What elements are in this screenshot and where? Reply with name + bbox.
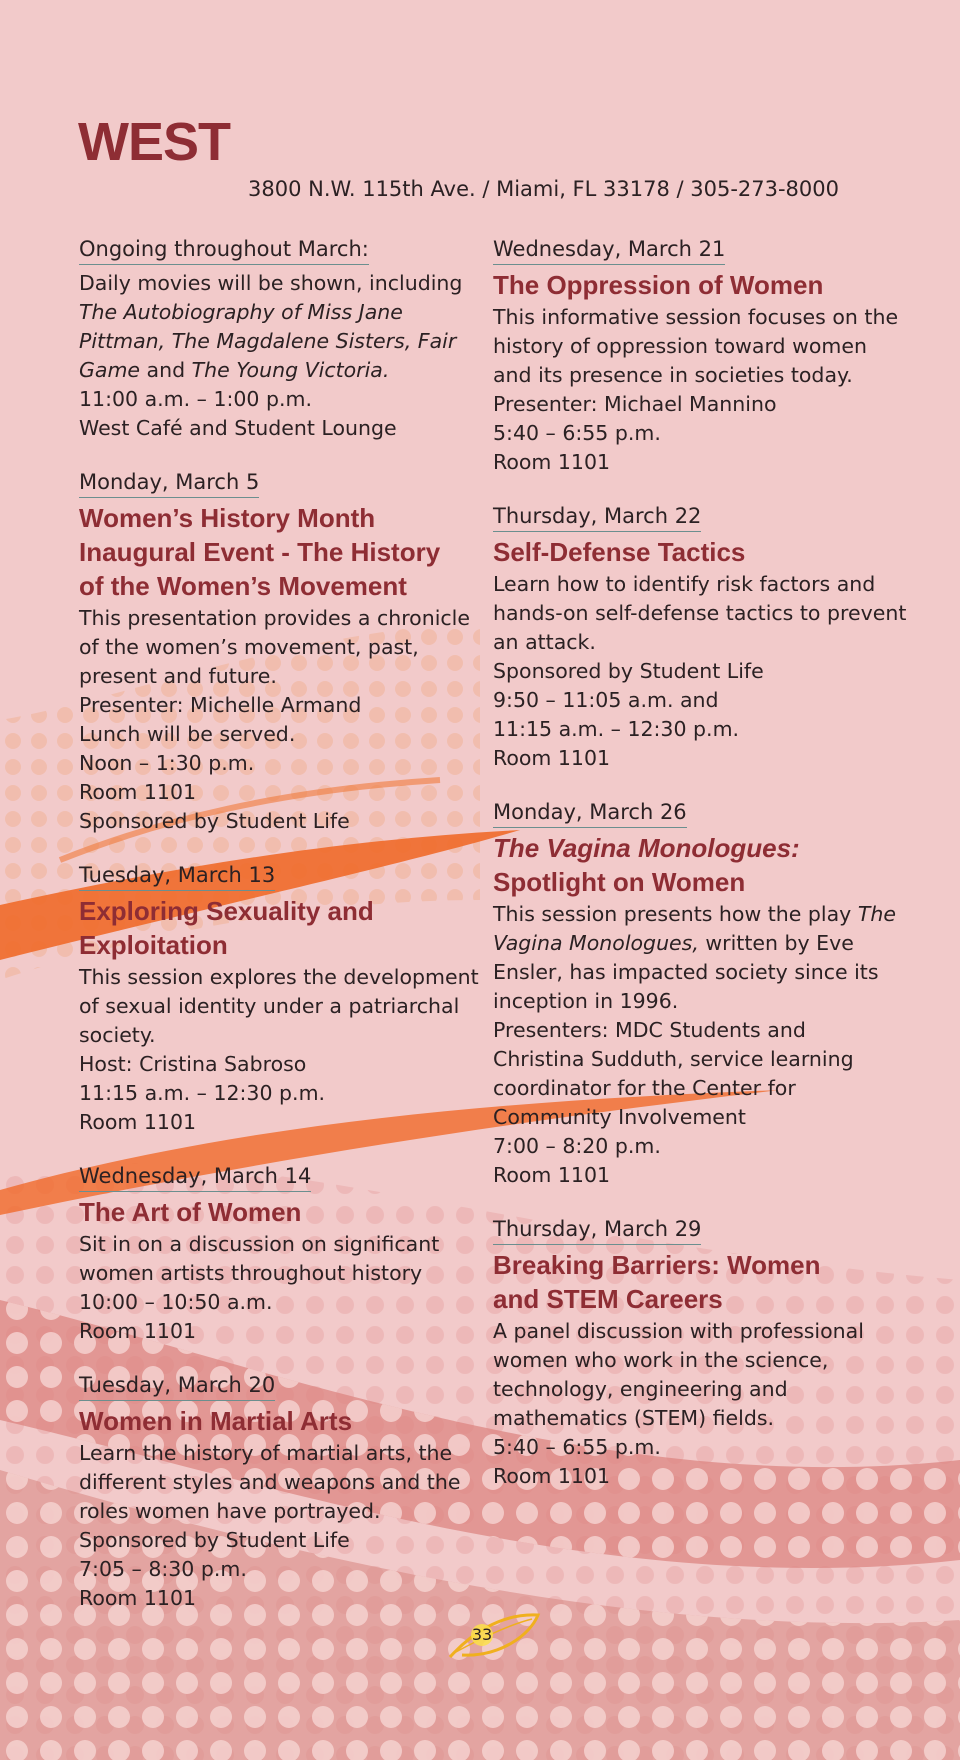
event-line: Presenter: Michelle Armand [79, 693, 362, 717]
film-title: Pittman, The Magdalene Sisters, Fair [79, 329, 457, 353]
event-title: Women in Martial Arts [79, 1406, 353, 1436]
event-line: inception in 1996. [493, 989, 679, 1013]
conjunction: and [140, 358, 192, 382]
event-line: present and future. [79, 664, 277, 688]
event-line: Learn the history of martial arts, the [79, 1441, 453, 1465]
event-line: Ensler, has impacted society since its [493, 960, 879, 984]
left-column [79, 236, 479, 1639]
event-line: Learn how to identify risk factors and [493, 572, 876, 596]
event-line: and its presence in societies today. [493, 363, 853, 387]
right-column [493, 236, 923, 1517]
event-date: Ongoing throughout March: [79, 236, 369, 265]
event-line [79, 356, 469, 385]
event-line: of sexual identity under a patriarchal [79, 994, 460, 1018]
event-line: different styles and weapons and the [79, 1470, 461, 1494]
event-line: roles women have portrayed. [79, 1499, 381, 1523]
event-time: 11:00 a.m. – 1:00 p.m. [79, 387, 313, 411]
event-line: 5:40 – 6:55 p.m. [493, 1435, 661, 1459]
film-title: The Autobiography of Miss Jane [79, 300, 403, 324]
event-line: Room 1101 [79, 1110, 197, 1134]
event-line: Room 1101 [493, 1163, 611, 1187]
event-title: The Art of Women [79, 1197, 302, 1227]
event-march-22 [493, 503, 923, 773]
film-title: The Young Victoria. [191, 358, 390, 382]
event-title: of the Women’s Movement [79, 571, 407, 601]
event-line: technology, engineering and [493, 1377, 788, 1401]
event-line: Daily movies will be shown, including [79, 271, 463, 295]
event-line: women artists throughout history [79, 1261, 423, 1285]
event-march-13 [79, 862, 479, 1137]
event-line: Presenters: MDC Students and [493, 1018, 806, 1042]
event-title: Inaugural Event - The History [79, 537, 441, 567]
event-line: 7:00 – 8:20 p.m. [493, 1134, 661, 1158]
event-line: Room 1101 [493, 746, 611, 770]
event-line: A panel discussion with professional [493, 1319, 864, 1343]
event-line [79, 327, 469, 356]
event-line: Room 1101 [79, 1586, 197, 1610]
event-line: 9:50 – 11:05 a.m. and [493, 688, 719, 712]
event-line: an attack. [493, 630, 596, 654]
event-line: Host: Cristina Sabroso [79, 1052, 307, 1076]
event-date: Monday, March 26 [493, 799, 687, 828]
event-line: Community Involvement [493, 1105, 746, 1129]
event-title: The Oppression of Women [493, 270, 824, 300]
play-title: Vagina Monologues, [493, 931, 699, 955]
event-line: Sponsored by Student Life [79, 809, 350, 833]
event-line: This presentation provides a chronicle [79, 606, 470, 630]
event-title: Exploring Sexuality and [79, 896, 374, 926]
event-line: hands-on self-defense tactics to prevent [493, 601, 907, 625]
event-text: This session presents how the play [493, 902, 858, 926]
event-march-26 [493, 799, 923, 1190]
event-line: Room 1101 [79, 1319, 197, 1343]
page-number: 33 [471, 1625, 493, 1644]
event-line: 7:05 – 8:30 p.m. [79, 1557, 247, 1581]
campus-address: 3800 N.W. 115th Ave. / Miami, FL 33178 / 305-273-8000 [248, 177, 840, 201]
event-line: of the women’s movement, past, [79, 635, 419, 659]
event-line: Sponsored by Student Life [79, 1528, 350, 1552]
event-title: Exploitation [79, 930, 228, 960]
event-ongoing [79, 236, 469, 443]
event-line: Noon – 1:30 p.m. [79, 751, 255, 775]
event-text: written by Eve [698, 931, 854, 955]
event-line: Sit in on a discussion on significant [79, 1232, 440, 1256]
event-line: Christina Sudduth, service learning [493, 1047, 854, 1071]
event-date: Monday, March 5 [79, 469, 259, 498]
event-line: Room 1101 [493, 450, 611, 474]
film-title: Game [79, 358, 141, 382]
event-title: Spotlight on Women [493, 867, 746, 897]
event-date: Wednesday, March 21 [493, 236, 725, 265]
event-line: history of oppression toward women [493, 334, 867, 358]
event-line: This session explores the development [79, 965, 479, 989]
event-line: coordinator for the Center for [493, 1076, 796, 1100]
event-title [493, 832, 923, 865]
event-line [493, 929, 923, 958]
event-line: 5:40 – 6:55 p.m. [493, 421, 661, 445]
play-title: The [857, 902, 896, 926]
event-line: society. [79, 1023, 156, 1047]
event-line: 11:15 a.m. – 12:30 p.m. [79, 1081, 326, 1105]
event-title: Self-Defense Tactics [493, 537, 746, 567]
event-line: Presenter: Michael Mannino [493, 392, 777, 416]
event-line [79, 298, 469, 327]
page-number-badge [440, 1605, 544, 1665]
event-title: Women’s History Month [79, 503, 376, 533]
event-line: Room 1101 [493, 1464, 611, 1488]
event-line: women who work in the science, [493, 1348, 829, 1372]
event-line: Room 1101 [79, 780, 197, 804]
event-march-20 [79, 1372, 469, 1613]
event-march-21 [493, 236, 923, 477]
event-line: This informative session focuses on the [493, 305, 899, 329]
event-line [493, 900, 923, 929]
event-line: Sponsored by Student Life [493, 659, 764, 683]
event-line: 11:15 a.m. – 12:30 p.m. [493, 717, 740, 741]
event-date: Tuesday, March 20 [79, 1372, 275, 1401]
event-date: Thursday, March 22 [493, 503, 701, 532]
event-location: West Café and Student Lounge [79, 416, 397, 440]
play-title: The Vagina Monologues: [493, 833, 800, 863]
event-date: Tuesday, March 13 [79, 862, 275, 891]
event-date: Thursday, March 29 [493, 1216, 701, 1245]
event-line: Lunch will be served. [79, 722, 296, 746]
event-march-29 [493, 1216, 923, 1491]
event-title: and STEM Careers [493, 1284, 723, 1314]
event-date: Wednesday, March 14 [79, 1163, 311, 1192]
event-line: mathematics (STEM) fields. [493, 1406, 775, 1430]
event-march-5 [79, 469, 469, 836]
event-march-14 [79, 1163, 469, 1346]
event-title: Breaking Barriers: Women [493, 1250, 821, 1280]
event-line: 10:00 – 10:50 a.m. [79, 1290, 273, 1314]
page-title: WEST [78, 112, 230, 172]
